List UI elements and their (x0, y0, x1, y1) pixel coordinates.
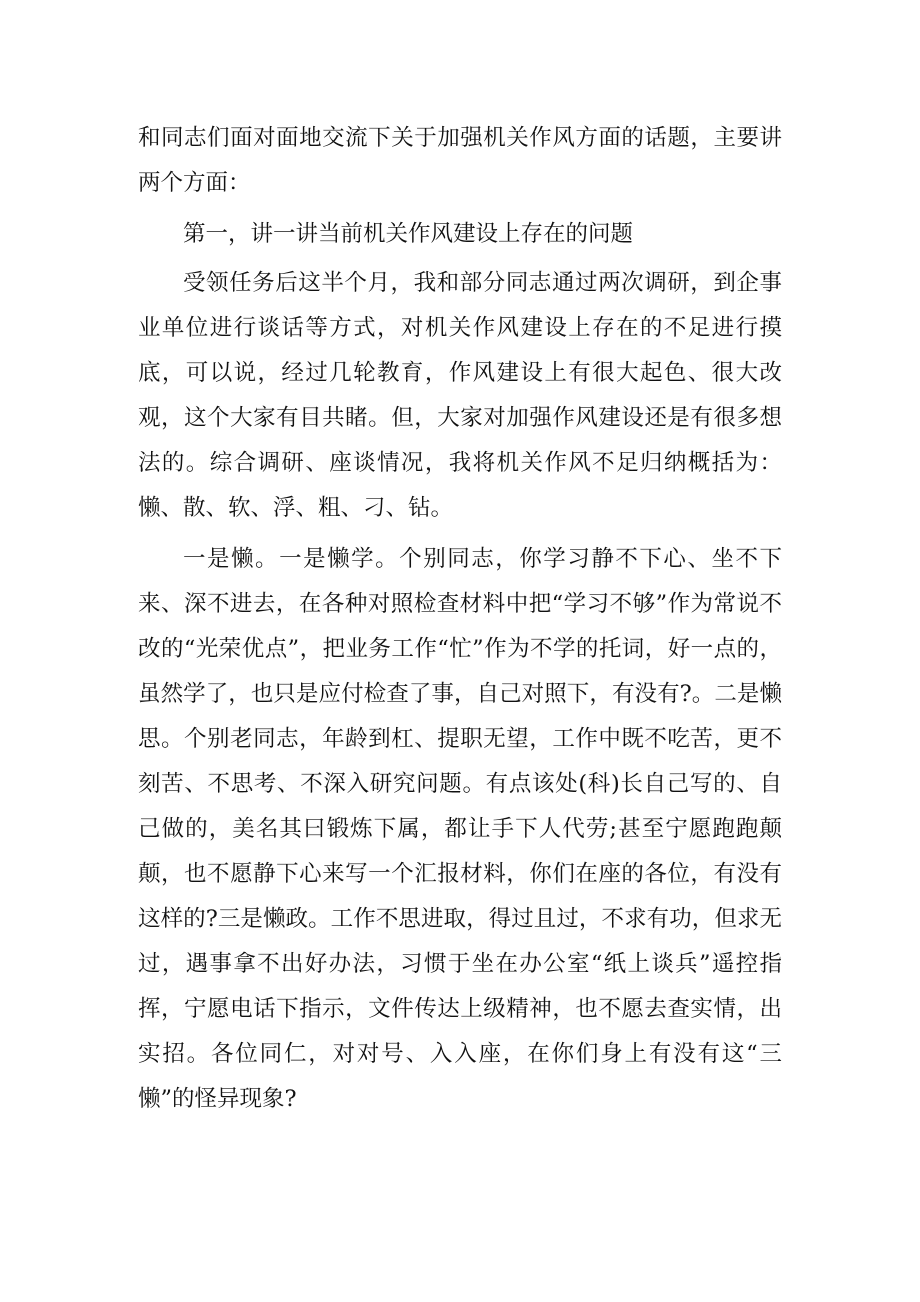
paragraph-survey: 受领任务后这半个月，我和部分同志通过两次调研，到企事业单位进行谈话等方式，对机关作风建设上存在的不足进行摸底，可以说，经过几轮教育，作风建设上有很大起色、很大改观，这个大家有目共睹。但，大家对加强作风建设还是有很多想法的。综合调研、座谈情况，我将机关作风不足归纳概括为：懒、散、软、浮、粗、刁、钻。 (138, 270, 782, 521)
section-heading: 第一，讲一讲当前机关作风建设上存在的问题 (183, 221, 634, 247)
paragraph-laziness: 一是懒。一是懒学。个别同志，你学习静不下心、坐不下来、深不进去，在各种对照检查材料中把“学习不够”作为常说不改的“光荣优点”，把业务工作“忙”作为不学的托词，好一点的，虽然学了，也只是应付检查了事，自己对照下，有没有?。二是懒思。个别老同志，年龄到杠、提职无望，工作中既不吃苦，更不刻苦、不思考、不深入研究问题。有点该处(科)长自己写的、自己做的，美名其曰锻炼下属，都让手下人代劳;甚至宁愿跑跑颠颠，也不愿静下心来写一个汇报材料，你们在座的各位，有没有这样的?三是懒政。工作不思进取，得过且过，不求有功，但求无过，遇事拿不出好办法，习惯于坐在办公室“纸上谈兵”遥控指挥，宁愿电话下指示，文件传达上级精神，也不愿去查实情，出实招。各位同仁，对对号、入入座，在你们身上有没有这“三懒”的怪异现象? (138, 546, 782, 1112)
document-body (138, 116, 782, 1128)
paragraph-intro: 和同志们面对面地交流下关于加强机关作风方面的话题，主要讲两个方面： (138, 125, 782, 196)
